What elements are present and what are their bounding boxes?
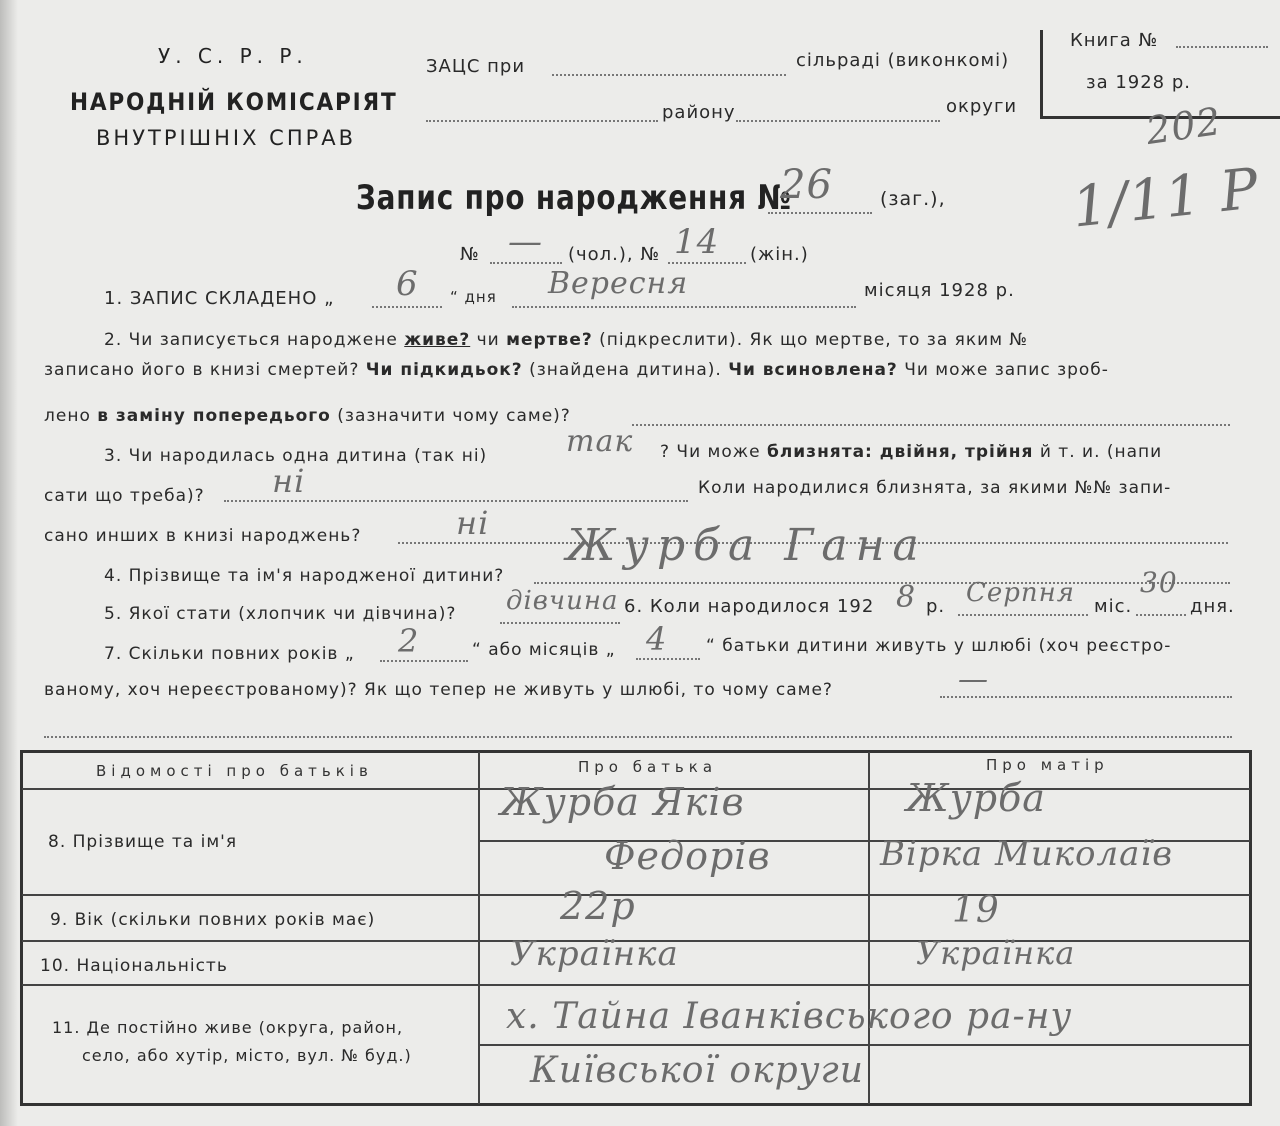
male-number-handwritten: — bbox=[508, 222, 543, 262]
q1-month-label: місяця 1928 р. bbox=[864, 280, 1015, 301]
q2-alive-underlined: живе? bbox=[404, 330, 471, 350]
book-number-handwritten: 202 bbox=[1143, 98, 1225, 154]
father-age-handwritten: 22р bbox=[560, 884, 636, 928]
q1-month-blank bbox=[512, 306, 856, 308]
mother-surname-handwritten: Журба bbox=[906, 776, 1046, 820]
mother-nationality-handwritten: Українка bbox=[916, 934, 1076, 972]
okruha-blank bbox=[736, 120, 940, 122]
row11-label-line2: село, або хутір, місто, вул. № буд.) bbox=[82, 1046, 412, 1065]
mother-age-handwritten: 19 bbox=[952, 890, 1000, 931]
margin-handwritten-note: 1/11 Р bbox=[1069, 156, 1263, 241]
q4-label: 4. Прізвище та ім'я народженої дитини? bbox=[104, 566, 505, 586]
q7-years-handwritten: 2 bbox=[398, 622, 420, 660]
book-number-blank bbox=[1176, 46, 1268, 48]
q6-day-handwritten: 30 bbox=[1140, 566, 1178, 599]
q3-line2a: сати що треба)? bbox=[44, 486, 205, 506]
q6-label: 6. Коли народилося 192 bbox=[624, 596, 875, 617]
q6-year-handwritten: 8 bbox=[896, 580, 917, 615]
q3-line3a: сано инших в книзі народжень? bbox=[44, 526, 362, 546]
col-mother-header: Про матір bbox=[986, 756, 1109, 774]
q7-line1a: 7. Скільки повних років „ bbox=[104, 644, 355, 664]
q7-line2: ваному, хоч нереєстрованому)? Як що тепер не живуть у шлюбі, то чому саме? bbox=[44, 680, 833, 700]
q7-line1c: “ батьки дитини живуть у шлюбі (хоч реєстро- bbox=[706, 636, 1172, 656]
q6-month-handwritten: Серпня bbox=[966, 578, 1076, 608]
ussr-heading: У. С. Р. Р. bbox=[158, 44, 308, 68]
q5-label: 5. Якої стати (хлопчик чи дівчина)? bbox=[104, 604, 457, 624]
q1-day-blank bbox=[372, 306, 442, 308]
record-number-blank bbox=[768, 212, 872, 214]
q7-months-handwritten: 4 bbox=[646, 620, 668, 658]
q4-blank bbox=[534, 582, 1230, 584]
internal-affairs-heading: ВНУТРІШНІХ СПРАВ bbox=[96, 126, 357, 150]
row10-label: 10. Національність bbox=[40, 956, 228, 976]
scan-edge-shadow bbox=[0, 0, 18, 1126]
address-line2-handwritten: Київської округи bbox=[530, 1050, 864, 1091]
q1-day-handwritten: 6 bbox=[396, 264, 419, 304]
council-label: сільраді (виконкомі) bbox=[796, 50, 1010, 71]
record-total-suffix: (заг.), bbox=[880, 188, 946, 210]
q5-sex-handwritten: дівчина bbox=[506, 586, 619, 616]
male-number-blank bbox=[490, 262, 562, 264]
q2-line3: лено в заміну попередього (зазначити чому саме)? bbox=[44, 406, 571, 426]
q7-years-blank bbox=[380, 660, 468, 662]
male-label: (чол.), № bbox=[568, 244, 661, 265]
father-surname-handwritten: Журба Яків bbox=[500, 780, 745, 824]
female-number-handwritten: 14 bbox=[674, 222, 720, 262]
q1-month-handwritten: Вересня bbox=[548, 266, 689, 301]
row11-label-line1: 11. Де постійно живе (округа, район, bbox=[52, 1018, 404, 1037]
q7-months-blank bbox=[636, 658, 700, 660]
q6-day-label: дня. bbox=[1190, 596, 1235, 617]
row8-label: 8. Прізвище та ім'я bbox=[48, 832, 238, 852]
q7-reason-handwritten: — bbox=[958, 662, 989, 697]
q3-line1b: ? Чи може близнята: двійня, трійня й т. и. (напи bbox=[660, 442, 1163, 462]
row10-divider bbox=[22, 984, 1250, 986]
zags-label: ЗАЦС при bbox=[426, 56, 526, 77]
table-col-divider-1 bbox=[478, 752, 480, 1104]
row9-label: 9. Вік (скільки повних років має) bbox=[50, 910, 376, 930]
zags-blank bbox=[552, 74, 786, 76]
q6-month-label: міс. bbox=[1094, 596, 1133, 617]
q6-day-blank bbox=[1136, 614, 1186, 616]
q7-second-blank bbox=[44, 736, 1232, 738]
q3-twins-handwritten: ні bbox=[272, 462, 306, 500]
q5-blank bbox=[500, 622, 620, 624]
district-label: району bbox=[662, 102, 736, 123]
table-col-divider-2 bbox=[868, 752, 870, 1104]
q2-line1: 2. Чи записується народжене живе? чи мертве? (підкреслити). Як що мертве, то за яким № bbox=[104, 330, 1029, 350]
address-line1-handwritten: х. Тайна Іванківського ра-ну bbox=[506, 996, 1073, 1037]
father-patronymic-handwritten: Федорів bbox=[604, 834, 771, 878]
number-label: № bbox=[460, 244, 480, 265]
q7-line1b: “ або місяців „ bbox=[472, 640, 616, 660]
book-year: за 1928 р. bbox=[1086, 72, 1192, 93]
row8-divider bbox=[22, 894, 1250, 896]
q1-label: 1. ЗАПИС СКЛАДЕНО „ bbox=[104, 288, 335, 309]
q6-month-blank bbox=[958, 614, 1088, 616]
q3-one-handwritten: так bbox=[566, 424, 634, 459]
q6-year-suffix: р. bbox=[926, 596, 946, 617]
q3-line1a: 3. Чи народилась одна дитина (так ні) bbox=[104, 446, 488, 466]
q1-day-label: “ дня bbox=[450, 288, 497, 306]
col-parents-info-header: Відомості про батьків bbox=[96, 762, 373, 780]
female-label: (жін.) bbox=[750, 244, 809, 265]
q3-line2b: Коли народилися близнята, за якими №№ запи- bbox=[698, 478, 1172, 498]
q2-line2: записано його в книзі смертей? Чи підкидьок? (знайдена дитина). Чи всиновлена? Чи може запис зроб- bbox=[44, 360, 1109, 380]
record-title: Запис про народження № bbox=[356, 178, 792, 218]
record-number-handwritten: 26 bbox=[780, 162, 833, 208]
col-father-header: Про батька bbox=[578, 758, 718, 776]
q3-others-handwritten: ні bbox=[456, 504, 490, 542]
okruha-label: округи bbox=[946, 96, 1018, 117]
book-label: Книга № bbox=[1070, 30, 1159, 51]
row11-inner-divider bbox=[478, 1044, 1250, 1046]
commissariat-heading: НАРОДНІЙ КОМІСАРІЯТ bbox=[70, 88, 398, 116]
district-blank bbox=[426, 120, 658, 122]
mother-name-handwritten: Вірка Миколаїв bbox=[880, 834, 1174, 874]
father-nationality-handwritten: Українка bbox=[510, 934, 679, 974]
q2-blank bbox=[632, 424, 1230, 426]
q3-twins-blank bbox=[224, 500, 688, 502]
female-number-blank bbox=[668, 262, 746, 264]
q4-child-name-handwritten: Журба Гана bbox=[566, 520, 927, 571]
